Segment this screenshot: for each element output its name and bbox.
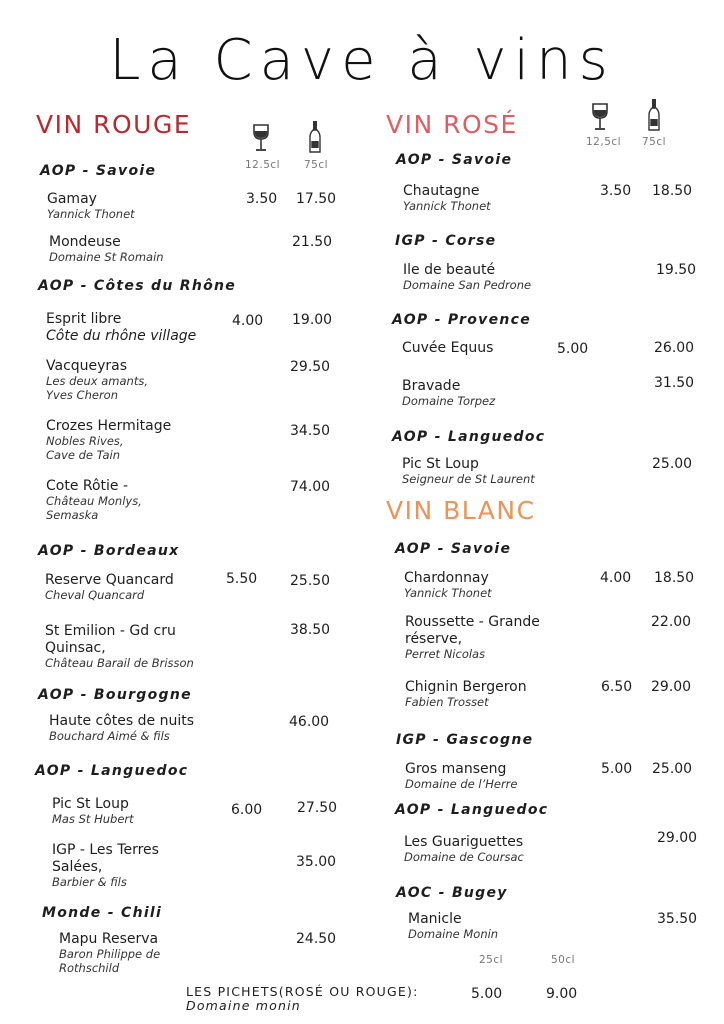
region-heading: AOP - Languedoc <box>35 763 189 779</box>
wine-producer: Cave de Tain <box>46 448 120 462</box>
bottle-price: 21.50 <box>292 234 333 250</box>
glass-volume-label: 12.5cl <box>245 159 281 171</box>
bottle-price: 35.50 <box>657 911 698 927</box>
wine-producer: Domaine St Romain <box>49 250 164 264</box>
glass-volume-label: 12,5cl <box>586 136 622 148</box>
wine-producer: Yannick Thonet <box>403 199 491 213</box>
wine-name: Roussette - Grande <box>405 614 540 630</box>
glass-price: 3.50 <box>600 183 632 199</box>
wine-producer: Domaine de Coursac <box>404 850 524 864</box>
wine-name: IGP - Les Terres <box>52 842 159 858</box>
wine-producer: Domaine San Pedrone <box>403 278 532 292</box>
region-heading: IGP - Corse <box>395 233 497 249</box>
bottle-price: 34.50 <box>290 423 331 439</box>
pichet-large-volume: 50cl <box>551 954 576 966</box>
wine-name: Reserve Quancard <box>45 572 174 588</box>
wine-producer: Barbier & fils <box>52 875 127 889</box>
wine-glass-icon <box>252 124 270 152</box>
wine-name: Ile de beauté <box>403 262 496 278</box>
glass-price: 5.50 <box>226 571 258 587</box>
wine-name: Chardonnay <box>404 570 489 586</box>
region-heading: AOP - Provence <box>392 312 532 328</box>
region-heading: AOP - Bourgogne <box>38 687 192 703</box>
glass-price: 3.50 <box>246 191 278 207</box>
wine-bottle-icon <box>647 98 661 132</box>
wine-name: St Emilion - Gd cru <box>45 623 176 639</box>
pichets-label: LES PICHETS(ROSÉ OU ROUGE): <box>186 984 419 999</box>
section-title-vin-rose: VIN ROSÉ <box>386 110 518 139</box>
bottle-price: 29.00 <box>657 830 698 846</box>
wine-producer: Rothschild <box>59 961 120 975</box>
bottle-price: 22.00 <box>651 614 692 630</box>
region-heading: AOC - Bugey <box>396 885 508 901</box>
wine-producer: Semaska <box>46 508 99 522</box>
glass-price: 5.00 <box>601 761 633 777</box>
pichet-small-price: 5.00 <box>471 986 503 1002</box>
wine-name: Vacqueyras <box>46 358 128 374</box>
glass-price: 4.00 <box>232 313 264 329</box>
wine-producer: Yannick Thonet <box>47 207 135 221</box>
wine-name-continued: Salées, <box>52 859 103 875</box>
wine-producer: Nobles Rives, <box>46 434 124 448</box>
wine-producer: Cheval Quancard <box>45 588 145 602</box>
wine-producer: Fabien Trosset <box>405 695 489 709</box>
wine-producer: Yannick Thonet <box>404 586 492 600</box>
pichets-producer: Domaine monin <box>186 998 301 1013</box>
wine-producer: Château Barail de Brisson <box>45 656 194 670</box>
bottle-price: 26.00 <box>654 340 695 356</box>
bottle-price: 25.00 <box>652 456 693 472</box>
bottle-price: 18.50 <box>654 570 695 586</box>
wine-bottle-icon <box>308 120 322 154</box>
wine-name: Manicle <box>408 911 462 927</box>
wine-name: Les Guariguettes <box>404 834 524 850</box>
region-heading: AOP - Bordeaux <box>38 543 180 559</box>
wine-producer: Perret Nicolas <box>405 647 486 661</box>
wine-glass-icon <box>591 103 609 131</box>
region-heading: AOP - Savoie <box>40 163 157 179</box>
section-title-vin-blanc: VIN BLANC <box>386 496 536 525</box>
bottle-price: 46.00 <box>289 714 330 730</box>
bottle-price: 29.50 <box>290 359 331 375</box>
bottle-volume-label: 75cl <box>304 159 329 171</box>
region-heading: AOP - Languedoc <box>395 802 549 818</box>
wine-name-continued: Quinsac, <box>45 640 106 656</box>
glass-price: 6.50 <box>601 679 633 695</box>
bottle-price: 24.50 <box>296 931 337 947</box>
bottle-volume-label: 75cl <box>642 136 667 148</box>
bottle-price: 29.00 <box>651 679 692 695</box>
bottle-price: 38.50 <box>290 622 331 638</box>
wine-name: Cuvée Equus <box>402 340 494 356</box>
wine-name: Cote Rôtie - <box>46 478 129 494</box>
wine-name: Pic St Loup <box>52 796 129 812</box>
wine-producer: Château Monlys, <box>46 494 142 508</box>
wine-name: Esprit libre <box>46 311 122 327</box>
wine-appellation: Côte du rhône village <box>46 328 197 344</box>
wine-producer: Bouchard Aimé & fils <box>49 729 170 743</box>
wine-producer: Domaine Torpez <box>402 394 496 408</box>
wine-name: Bravade <box>402 378 461 394</box>
wine-name: Mapu Reserva <box>59 931 159 947</box>
bottle-price: 25.00 <box>652 761 693 777</box>
bottle-price: 25.50 <box>290 573 331 589</box>
wine-name: Gros manseng <box>405 761 507 777</box>
region-heading: AOP - Côtes du Rhône <box>38 278 237 294</box>
wine-name: Mondeuse <box>49 234 121 250</box>
region-heading: Monde - Chili <box>42 905 163 921</box>
bottle-price: 74.00 <box>290 479 331 495</box>
wine-name: Chautagne <box>403 183 480 199</box>
bottle-price: 19.00 <box>292 312 333 328</box>
bottle-price: 19.50 <box>656 262 697 278</box>
bottle-price: 17.50 <box>296 191 337 207</box>
glass-price: 5.00 <box>557 341 589 357</box>
wine-name: Chignin Bergeron <box>405 679 527 695</box>
region-heading: AOP - Savoie <box>395 541 512 557</box>
wine-name-continued: réserve, <box>405 631 463 647</box>
glass-price: 6.00 <box>231 802 263 818</box>
wine-producer: Yves Cheron <box>46 388 118 402</box>
region-heading: IGP - Gascogne <box>396 732 534 748</box>
wine-producer: Domaine Monin <box>408 927 499 941</box>
wine-producer: Seigneur de St Laurent <box>402 472 535 486</box>
bottle-price: 35.00 <box>296 854 337 870</box>
page-title: La Cave à vins <box>109 28 615 93</box>
region-heading: AOP - Savoie <box>396 152 513 168</box>
pichet-small-volume: 25cl <box>479 954 504 966</box>
wine-producer: Domaine de l’Herre <box>405 777 518 791</box>
wine-name: Pic St Loup <box>402 456 479 472</box>
region-heading: AOP - Languedoc <box>392 429 546 445</box>
bottle-price: 18.50 <box>652 183 693 199</box>
bottle-price: 27.50 <box>297 800 338 816</box>
section-title-vin-rouge: VIN ROUGE <box>36 110 192 139</box>
wine-name: Haute côtes de nuits <box>49 713 195 729</box>
wine-name: Crozes Hermitage <box>46 418 172 434</box>
wine-producer: Baron Philippe de <box>59 947 161 961</box>
pichet-large-price: 9.00 <box>546 986 578 1002</box>
bottle-price: 31.50 <box>654 375 695 391</box>
wine-producer: Mas St Hubert <box>52 812 134 826</box>
wine-producer: Les deux amants, <box>46 374 148 388</box>
glass-price: 4.00 <box>600 570 632 586</box>
wine-name: Gamay <box>47 191 97 207</box>
